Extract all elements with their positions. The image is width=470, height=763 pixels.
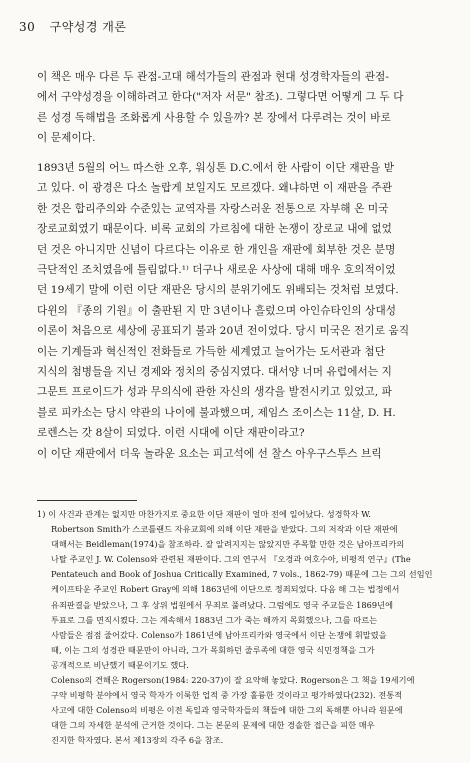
paragraph-main bbox=[37, 158, 448, 464]
footnote-line: 사고에 대한 Colenso의 비평은 이전 독일과 영국학자들의 책들에 대한 그의 독해뿐 아니라 원문에 bbox=[51, 705, 403, 716]
text-line: 로렌스는 갓 8살이 되었다. 이런 시대에 이단 재판이라고? bbox=[37, 427, 305, 440]
footnote-line: 투표로 그를 면직시켰다. 그는 계속해서 1883년 그가 죽는 해까지 목회했으나, 그를 따르는 bbox=[51, 614, 378, 625]
text-line: 블로 피카소는 당시 약관의 나이에 불과했으며, 제임스 조이스는 11살, D. H. bbox=[37, 406, 396, 419]
footnote-line: 구약 비평학 분야에서 영국 학자가 이룩한 업적 중 가장 훌륭한 것이라고 평가하였다(232). 전통적 bbox=[51, 690, 403, 701]
text-line: 던 19세기 말에 이런 이단 재판은 당시의 분위기에도 위배되는 것처럼 보였다. bbox=[37, 284, 399, 297]
footnote-line: 1) 이 사건과 관계는 없지만 마찬가지로 중요한 이단 재판이 얼마 전에 일어났다. 성경학자 W. bbox=[37, 509, 371, 519]
text-line: 이는 기계들과 혁신적인 전화들로 가득한 세계였고 늘어가는 도서관과 첨단 bbox=[37, 345, 386, 358]
footnote-line: 유죄판결을 받았으나, 그 후 상위 법원에서 무죄로 풀려났다. 그럼에도 영국 주교들은 1869년에 bbox=[51, 599, 394, 610]
text-line: 지식의 첨병들을 지닌 경제와 정치의 중심지였다. 대서양 너머 유럽에서는 지 bbox=[37, 366, 393, 379]
page-number: 30 bbox=[19, 20, 36, 34]
footnote-line: 진지한 학자였다. 본서 제13장의 각주 6을 참조. bbox=[51, 735, 224, 746]
text-line: 이 문제이다. bbox=[37, 132, 96, 145]
footnote-line: 대한 그의 자세한 분석에 근거한 것이다. 그는 본문의 문제에 대한 경솔한 접근을 피한 매우 bbox=[51, 720, 375, 731]
text-line: 던 것은 아니지만 신념이 다르다는 이유로 한 개인을 재판에 회부한 것은 분명 bbox=[37, 243, 396, 256]
footnotes bbox=[37, 507, 450, 749]
text-line: 극단적인 조치였음에 틀림없다.¹⁾ 더구나 새로운 사상에 대해 매우 호의적이었 bbox=[37, 264, 396, 277]
footnote-divider bbox=[37, 500, 137, 501]
text-line: 1893년 5월의 어느 따스한 오후, 워싱톤 D.C.에서 한 사람이 이단 재판을 받 bbox=[37, 162, 395, 174]
text-line: 이 이단 재판에서 더욱 놀라운 요소는 피고석에 선 찰스 아우구스투스 브릭 bbox=[37, 447, 382, 460]
paragraph-intro bbox=[37, 67, 448, 149]
footnote-line: Colenso의 견해은 Rogerson(1984: 220-37)이 잘 요약해 놓았다. Rogerson은 그 책을 19세기에 bbox=[51, 675, 415, 686]
text-line: 이 책은 매우 다른 두 관점-고대 해석가들의 관점과 현대 성경학자들의 관점- bbox=[37, 71, 390, 83]
text-line: 그문트 프로이드가 성과 무의식에 관한 자신의 생각을 발전시키고 있었고, 파 bbox=[37, 386, 393, 399]
text-line: 한 것은 합리주의와 수준있는 교역자를 자랑스러운 전통으로 자부해 온 미국 bbox=[37, 202, 389, 215]
footnote-line: 때, 이는 그의 성경관 때문만이 아니라, 그가 목회하던 줄루족에 대한 영국 식민정책을 그가 bbox=[51, 644, 375, 655]
footnote-line: 나탈 주교인 J. W. Colenso와 관련된 재판이다. 그의 연구서 『오경과 여호수아, 비평적 연구』(The bbox=[51, 554, 411, 565]
footnote-line: 대해서는 Beidleman(1974)을 참조하라. 잘 알려지지는 않았지만 주목할 만한 것은 남아프리카의 bbox=[51, 539, 405, 550]
text-line: 고 있다. 이 광경은 다소 놀랍게 보일지도 모르겠다. 왜냐하면 이 재판을 주관 bbox=[37, 182, 393, 195]
text-line: 에서 구약성경을 이해하려고 한다("저자 서문" 참조). 그렇다면 어떻게 그 두 다 bbox=[37, 91, 404, 104]
text-line: 이론이 처음으로 세상에 공표되기 불과 20년 전이었다. 당시 미국은 전기로 움직 bbox=[37, 325, 410, 338]
footnote-line: Robertson Smith가 스코틀랜드 자유교회에 의해 이단 재판을 받았다. 그의 저작과 이단 재판에 bbox=[51, 524, 398, 535]
book-title: 구약성경 개론 bbox=[49, 20, 127, 34]
text-line: 장로교회였기 때문이다. 비록 교회의 가르침에 대한 논쟁이 장로교 내에 없었 bbox=[37, 223, 393, 236]
footnote-line: 공개적으로 비난했기 때문이기도 했다. bbox=[51, 659, 189, 670]
footnote-line: Pentateuch and Book of Joshua Critically Examined, 7 vols., 1862-79) 때문에 그는 그의 선임인 bbox=[51, 569, 433, 580]
text-line: 다윈의 『종의 기원』이 출판된 지 만 3년이나 흘렀으며 아인슈타인의 상대성 bbox=[37, 304, 397, 317]
footnote-line: 사람들은 점점 줄어갔다. Colenso가 1861년에 남아프리카와 영국에서 이단 논쟁에 휘말렸을 bbox=[51, 629, 387, 640]
running-header bbox=[19, 18, 126, 35]
text-line: 른 성경 독해법을 조화롭게 사용할 수 있을까? 본 장에서 다루려는 것이 바로 bbox=[37, 111, 391, 124]
footnote-line: 케이프타운 주교인 Robert Gray에 의해 1863년에 이단으로 정죄되었다. 다음 해 그는 법정에서 bbox=[51, 584, 400, 595]
